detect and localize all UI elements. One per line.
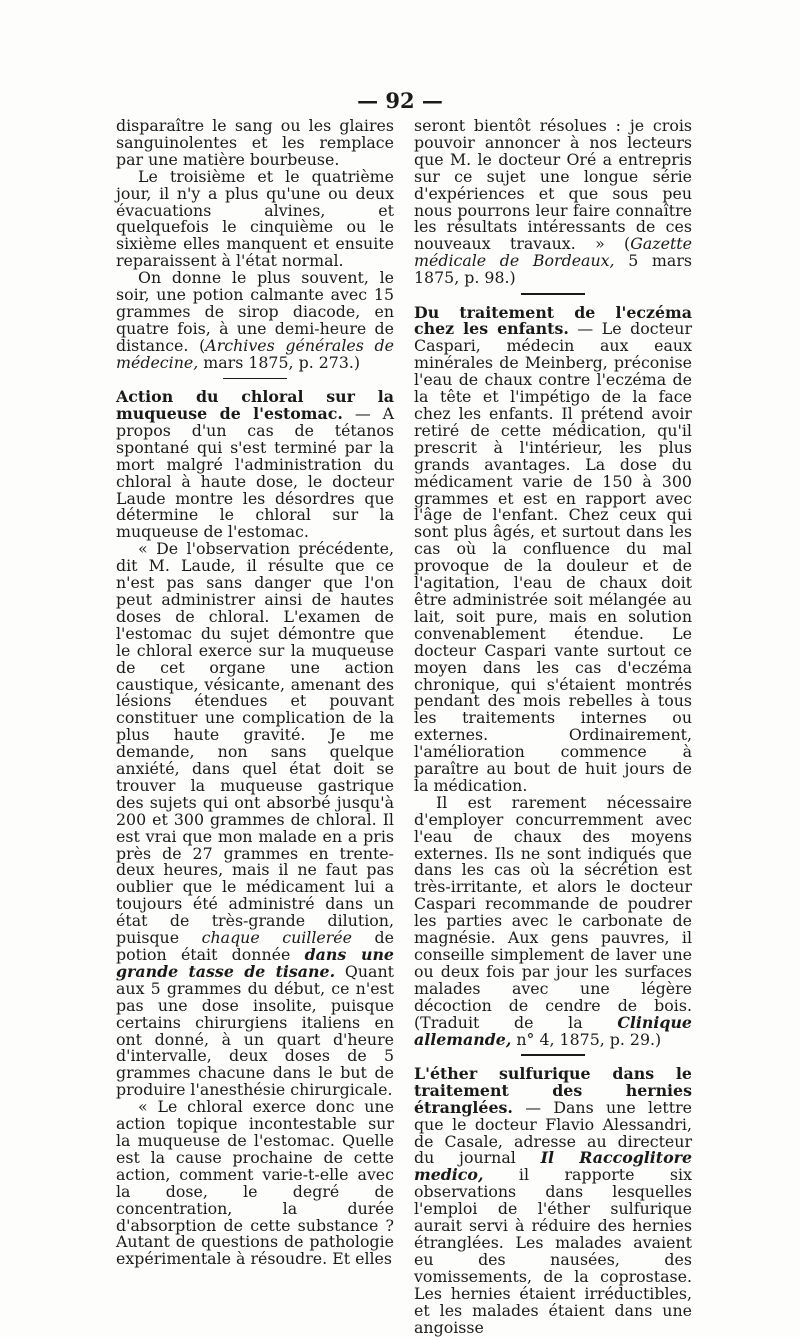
- source-citation: Gazette médicale de Bordeaux,: [414, 234, 692, 271]
- section-divider: [521, 1054, 585, 1056]
- article-eczema: [414, 302, 693, 795]
- article-chloral: [116, 389, 394, 541]
- paragraph-quote: « Le chloral exerce donc une action topique incontestable sur la muqueuse de l'estomac. Quelle est la cause prochaine de cette action, comment varie-t-elle avec la dose, le degré de concentration, la durée d'absorption de cette substance ? Autant de questions de pathologie expérimentale à résoudre. Et elles: [116, 1097, 394, 1269]
- paragraph-text: Il est rarement nécessaire d'employer concurremment avec l'eau de chaux des moyens externes. Ils ne sont indiqués que dans les cas où la sécrétion est très-irritante, et alors le docteur Caspari recommande de poudrer les parties avec le carbonate de magnésie. Aux gens pauvres, il conseille simplement de laver une ou deux fois par jour les surfaces malades avec une légère décoction de cendre de bois. (Traduit de la: [414, 792, 692, 1032]
- article-intro: — Le docteur Caspari, médecin aux eaux minérales de Meinberg, préconise l'eau de chaux contre l'eczéma de la tête et l'impétigo de la face chez les enfants. Il prétend avoir retiré de cette médication, qu'il prescrit à l'intérieur, les plus grands avantages. La dose du médicament varie de 150 à 300 grammes et est en rapport avec l'âge de l'enfant. Chez ceux qui sont plus âgés, et surtout dans les cas où la confluence du mal provoque de la douleur et de l'agitation, l'eau de chaux doit être administrée soit mélangée au lait, soit pure, mais en solution convenablement étendue. Le docteur Caspari vante surtout ce moyen dans les cas d'eczéma chronique, qui s'étaient montrés pendant des mois rebelles à tous les traitements internes ou externes. Ordinairement, l'amélioration commence à paraître au bout de huit jours de la médication.: [414, 319, 693, 795]
- section-divider: [521, 293, 585, 295]
- citation-date: mars 1875, p. 273.): [198, 352, 361, 372]
- paragraph-text: On donne le plus souvent, le soir, une potion calmante avec 15 grammes de sirop diacode, en quatre fois, à une demi-heure de distance. (: [116, 268, 394, 355]
- article-intro: — Dans une lettre que le docteur Flavio Alessandri, de Casale, adresse au directeur du journal: [414, 1097, 692, 1168]
- article-heading: Action du chloral sur la muqueuse de l'estomac.: [116, 387, 394, 423]
- paragraph-text: seront bientôt résolues : je crois pouvoir annoncer à nos lecteurs que M. le docteur Oré a entrepris sur ce sujet une longue série d'expériences et que sous peu nous pourrons leur faire connaître les résultats intéressants de ces nouveaux travaux. » (: [414, 116, 692, 254]
- right-column: [414, 118, 692, 1336]
- page-number: — 92 —: [357, 88, 443, 113]
- left-column: [116, 118, 394, 1268]
- quote-text: « De l'observation précédente, dit M. Laude, il résulte que ce n'est pas sans danger que l'on peut administrer ainsi de hautes doses de chloral. L'examen de l'estomac du sujet démontre que le chloral exerce sur la muqueuse de cet organe une action caustique, vésicante, amenant des lésions étendues et pouvant constituer une complication de la plus haute gravité. Je me demande, non sans quelque anxiété, dans quel état doit se trouver la muqueuse gastrique des sujets qui ont absorbé jusqu'à 200 et 300 grammes de chloral. Il est vrai que mon malade en a pris près de 27 grammes en trente-deux heures, mais il ne faut pas oublier que le médicament lui a toujours été administré dans un état de très-grande dilution, puisque: [116, 539, 394, 948]
- emphasis-text: chaque cuillerée: [201, 928, 353, 948]
- quote-text: de potion était donnée: [116, 928, 395, 964]
- quote-text: Quant aux 5 grammes du début, ce n'est pas une dose insolite, puisque certains chirurgiens italiens en ont donné, à un quart d'heure d'intervalle, deux doses de 5 grammes chacune dans le but de produire l'anesthésie chirurgicale.: [116, 961, 394, 1100]
- paragraph-with-source: [414, 118, 692, 287]
- article-ether: [414, 1063, 692, 1337]
- emphasis-text: dans une grande tasse de tisane.: [116, 945, 394, 981]
- paragraph-with-source: [414, 792, 692, 1049]
- article-intro: — A propos d'un cas de tétanos spontané qui s'est terminé par la mort malgré l'administration du chloral à haute dose, le docteur Laude montre les désordres que détermine le chloral sur la muqueuse de l'estomac.: [116, 404, 394, 542]
- section-divider: [223, 378, 287, 380]
- article-heading: L'éther sulfurique dans le traitement des hernies étranglées.: [414, 1063, 692, 1117]
- source-citation: Clinique allemande,: [414, 1012, 692, 1049]
- citation-date: 5 mars 1875, p. 98.): [414, 251, 692, 288]
- article-text: il rapporte six observations dans lesquelles l'emploi de l'éther sulfurique aurait servi à réduire des hernies étranglées. Les malades avaient eu des nausées, des vomissements, de la coprostase. Les hernies étaient irréductibles, et les malades étaient dans une angoisse: [414, 1165, 692, 1337]
- paragraph: Le troisième et le quatrième jour, il n'y a plus qu'une ou deux évacuations alvines, et quelquefois le cinquième ou le sixième elles manquent et ensuite reparaissent à l'état normal.: [116, 166, 394, 271]
- paragraph-quote: [116, 541, 394, 1099]
- citation-date: n° 4, 1875, p. 29.): [511, 1029, 662, 1049]
- source-citation: Archives générales de médecine,: [116, 335, 394, 372]
- paragraph-with-source: [116, 270, 394, 371]
- article-heading: Du traitement de l'eczéma chez les enfants.: [414, 302, 692, 339]
- journal-title: Il Raccoglitore medico,: [414, 1148, 692, 1185]
- paragraph-continuation: disparaître le sang ou les glaires sanguinolentes et les remplace par une matière bourbeuse.: [116, 116, 394, 169]
